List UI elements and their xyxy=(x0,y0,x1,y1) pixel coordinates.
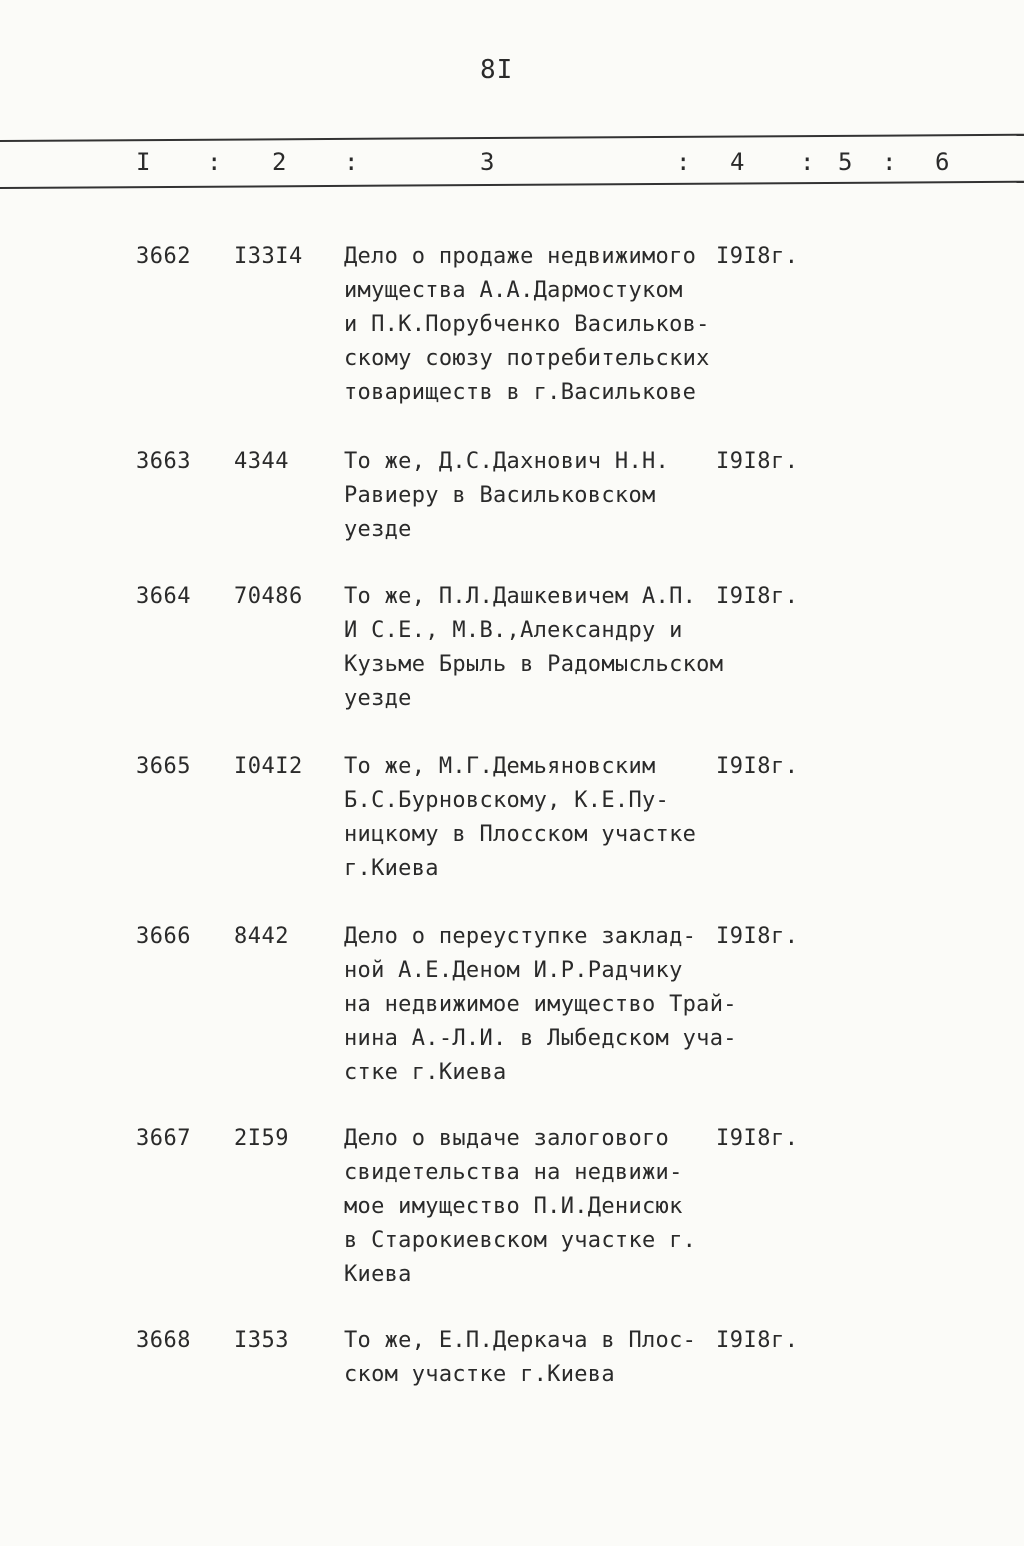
description-line: товариществ в г.Василькове xyxy=(344,380,697,405)
description-line: ском участке г.Киева xyxy=(344,1362,615,1387)
entry-code: I33I4 xyxy=(234,244,303,269)
description-line: уезде xyxy=(344,517,412,542)
entry-date: I9I8г. xyxy=(716,754,799,779)
column-headers xyxy=(0,144,1024,184)
entry-number: 3665 xyxy=(136,754,191,779)
entry-date: I9I8г. xyxy=(716,1328,799,1353)
description-line: Дело о выдаче залогового xyxy=(344,1126,670,1151)
entry-code: I04I2 xyxy=(234,754,303,779)
entry-description xyxy=(344,1122,714,1292)
description-line: Равиеру в Васильковском xyxy=(344,483,656,508)
entry-number: 3662 xyxy=(136,244,191,269)
entry-code: I353 xyxy=(234,1328,289,1353)
description-line: Б.С.Бурновскому, К.Е.Пу- xyxy=(344,788,670,813)
description-line: на недвижимое имущество Трай- xyxy=(344,992,737,1017)
description-line: Дело о продаже недвижимого xyxy=(344,244,697,269)
description-line: И С.Е., М.В.,Александру и xyxy=(344,618,683,643)
entry-code: 2I59 xyxy=(234,1126,289,1151)
description-line: стке г.Киева xyxy=(344,1060,507,1085)
description-line: То же, Е.П.Деркача в Плос- xyxy=(344,1328,697,1353)
column-separator: : xyxy=(800,148,815,176)
description-line: То же, М.Г.Демьяновским xyxy=(344,754,656,779)
column-header-1: I xyxy=(136,148,151,176)
entry-code: 8442 xyxy=(234,924,289,949)
column-separator: : xyxy=(882,148,897,176)
entry-description xyxy=(344,240,714,410)
entry-date: I9I8г. xyxy=(716,924,799,949)
entry-date: I9I8г. xyxy=(716,449,799,474)
description-line: имущества А.А.Дармостуком xyxy=(344,278,683,303)
entry-number: 3663 xyxy=(136,449,191,474)
description-line: Киева xyxy=(344,1262,412,1287)
column-separator: : xyxy=(676,148,691,176)
description-line: ной А.Е.Деном И.Р.Радчику xyxy=(344,958,683,983)
entry-number: 3664 xyxy=(136,584,191,609)
column-header-2: 2 xyxy=(272,148,287,176)
description-line: То же, Д.С.Дахнович Н.Н. xyxy=(344,449,670,474)
entry-number: 3668 xyxy=(136,1328,191,1353)
description-line: Дело о переуступке заклад- xyxy=(344,924,697,949)
header-rule-top xyxy=(0,134,1024,142)
entry-description xyxy=(344,1324,714,1392)
description-line: мое имущество П.И.Денисюк xyxy=(344,1194,683,1219)
entry-date: I9I8г. xyxy=(716,584,799,609)
entry-number: 3667 xyxy=(136,1126,191,1151)
entry-code: 70486 xyxy=(234,584,303,609)
entry-number: 3666 xyxy=(136,924,191,949)
description-line: г.Киева xyxy=(344,856,439,881)
column-header-5: 5 xyxy=(838,148,853,176)
description-line: свидетельства на недвижи- xyxy=(344,1160,683,1185)
description-line: ницкому в Плосском участке xyxy=(344,822,697,847)
description-line: уезде xyxy=(344,686,412,711)
column-header-3: 3 xyxy=(480,148,495,176)
description-line: и П.К.Порубченко Васильков- xyxy=(344,312,710,337)
page-number: 8I xyxy=(480,55,514,85)
entry-date: I9I8г. xyxy=(716,1126,799,1151)
entry-description xyxy=(344,445,714,547)
description-line: То же, П.Л.Дашкевичем А.П. xyxy=(344,584,697,609)
entry-code: 4344 xyxy=(234,449,289,474)
description-line: нина А.-Л.И. в Лыбедском уча- xyxy=(344,1026,737,1051)
entry-date: I9I8г. xyxy=(716,244,799,269)
column-header-6: 6 xyxy=(935,148,950,176)
entry-description xyxy=(344,750,714,886)
description-line: в Старокиевском участке г. xyxy=(344,1228,697,1253)
description-line: Кузьме Брыль в Радомысльском xyxy=(344,652,724,677)
description-line: скому союзу потребительских xyxy=(344,346,710,371)
entry-description xyxy=(344,920,737,1090)
column-separator: : xyxy=(207,148,222,176)
column-header-4: 4 xyxy=(730,148,745,176)
column-separator: : xyxy=(344,148,359,176)
entry-description xyxy=(344,580,724,716)
